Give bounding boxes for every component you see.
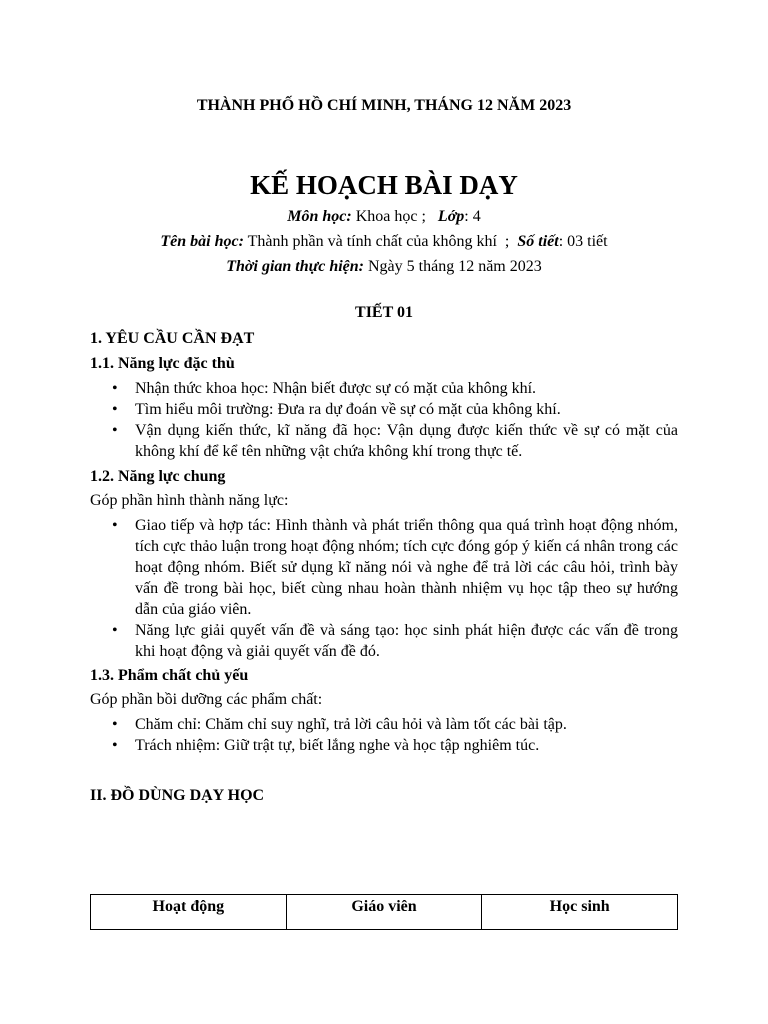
time-value: Ngày 5 tháng 12 năm 2023 — [364, 258, 542, 275]
bullet-icon: • — [112, 380, 118, 397]
bullet-icon: • — [112, 622, 118, 639]
section-1-2-heading: 1.2. Năng lực chung — [90, 468, 226, 485]
section-1-3-list — [90, 714, 678, 756]
section-1-1-list — [90, 378, 678, 462]
subject-line — [90, 207, 678, 227]
section-1-3-heading: 1.3. Phẩm chất chủ yếu — [90, 667, 249, 684]
time-line — [90, 257, 678, 277]
city-date-line: THÀNH PHỐ HỒ CHÍ MINH, THÁNG 12 NĂM 2023 — [196, 97, 572, 114]
list-item: • Tìm hiểu môi trường: Đưa ra dự đoán về sự có mặt của không khí. — [112, 401, 561, 418]
list-item: • Nhận thức khoa học: Nhận biết được sự có mặt của không khí. — [112, 380, 537, 397]
section-1-1-heading: 1.1. Năng lực đặc thù — [90, 355, 235, 372]
class-label: Lớp — [437, 208, 465, 225]
table-header-student: Học sinh — [549, 898, 610, 915]
period-title: TIẾT 01 — [355, 304, 413, 321]
bullet-icon: • — [112, 401, 118, 418]
lesson-line — [90, 232, 678, 252]
subject-label: Môn học: — [287, 208, 352, 225]
document-title: KẾ HOẠCH BÀI DẠY — [250, 170, 518, 200]
section-1-heading: 1. YÊU CẦU CẦN ĐẠT — [90, 330, 255, 347]
section-2-heading: II. ĐỒ DÙNG DẠY HỌC — [90, 787, 265, 804]
time-label: Thời gian thực hiện: — [226, 258, 364, 275]
lesson-label: Tên bài học: — [160, 233, 244, 250]
table-header-activity: Hoạt động — [91, 895, 287, 929]
section-1-2-intro: Góp phần hình thành năng lực: — [90, 492, 289, 509]
class-value: : 4 — [464, 208, 481, 225]
subject-value: Khoa học ; — [351, 208, 438, 225]
section-1-3-intro: Góp phần bồi dưỡng các phẩm chất: — [90, 691, 323, 708]
list-item: • Trách nhiệm: Giữ trật tự, biết lắng nghe và học tập nghiêm túc. — [112, 737, 540, 754]
section-1-2-list — [90, 515, 678, 662]
activity-table-header — [90, 894, 678, 930]
list-item: • Vận dụng kiến thức, kĩ năng đã học: Vận dụng được kiến thức về sự có mặt của không khí để kể tên những vật chứa không khí trong thực tế. — [112, 422, 678, 460]
bullet-icon: • — [112, 422, 118, 439]
table-header-teacher: Giáo viên — [287, 895, 483, 929]
list-item: • Chăm chỉ: Chăm chỉ suy nghĩ, trả lời câu hỏi và làm tốt các bài tập. — [112, 716, 567, 733]
periods-value: : 03 tiết — [558, 233, 608, 250]
bullet-icon: • — [112, 716, 118, 733]
bullet-icon: • — [112, 517, 118, 534]
lesson-value: Thành phần và tính chất của không khí ; — [243, 233, 518, 250]
list-item: • Giao tiếp và hợp tác: Hình thành và phát triển thông qua quá trình hoạt động nhóm, tích cực thảo luận trong hoạt động nhóm; tích cực đóng góp ý kiến cá nhân trong các hoạt động nhóm. Biết sử dụng kĩ năng nói và nghe để trả lời các câu hỏi, trình bày vấn đề trong bài học, biết cùng nhau hoàn thành nhiệm vụ học tập theo sự hướng dẫn của giáo viên. — [112, 517, 678, 618]
bullet-icon: • — [112, 737, 118, 754]
periods-label: Số tiết — [517, 233, 559, 250]
list-item: • Năng lực giải quyết vấn đề và sáng tạo: học sinh phát hiện được các vấn đề trong khi hoạt động và giải quyết vấn đề đó. — [112, 622, 678, 660]
